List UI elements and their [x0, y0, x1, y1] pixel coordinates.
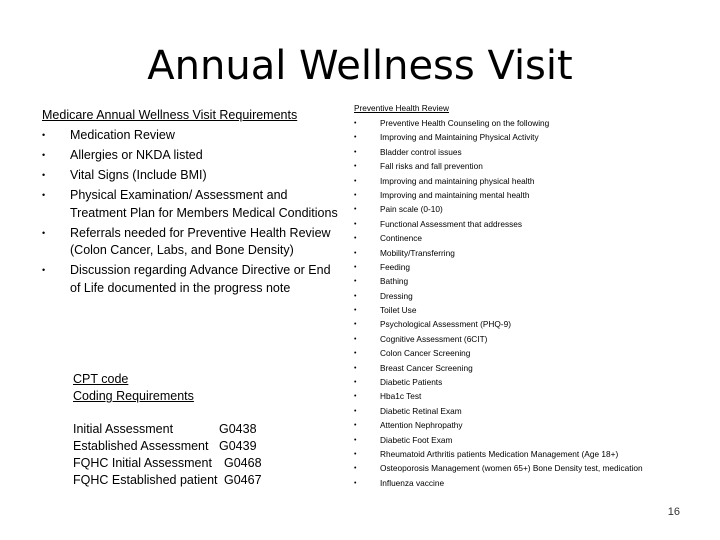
requirement-item [42, 262, 342, 297]
preventive-item [354, 146, 710, 160]
preventive-health-section [354, 102, 710, 491]
code-table [73, 421, 262, 489]
bullet-icon: • [42, 170, 46, 180]
requirements-list [42, 127, 342, 297]
code-name: Initial Assessment [73, 422, 174, 436]
preventive-item [354, 304, 710, 318]
bullet-icon: • [354, 220, 357, 228]
preventive-item-text: Functional Assessment that addresses [380, 218, 523, 229]
preventive-item-text: Osteoporosis Management (women 65+) Bone Density test, medication [380, 463, 643, 474]
code-name: Established Assessment [73, 439, 209, 453]
preventive-item [354, 218, 710, 232]
preventive-item [354, 462, 710, 476]
bullet-icon: • [42, 130, 46, 140]
preventive-item [354, 362, 710, 376]
preventive-item [354, 347, 710, 361]
preventive-item-text: Diabetic Foot Exam [380, 434, 453, 445]
preventive-item-text: Rheumatoid Arthritis patients Medication Management (Age 18+) [380, 448, 619, 459]
preventive-item [354, 290, 710, 304]
bullet-icon: • [354, 235, 357, 243]
preventive-item-text: Psychological Assessment (PHQ-9) [380, 319, 511, 330]
bullet-icon: • [354, 379, 357, 387]
preventive-item-text: Feeding [380, 261, 410, 272]
preventive-item [354, 189, 710, 203]
preventive-item [354, 448, 710, 462]
preventive-item-text: Dressing [380, 290, 413, 301]
preventive-item [354, 275, 710, 289]
bullet-icon: • [354, 278, 357, 286]
bullet-icon: • [354, 465, 357, 473]
preventive-item-text: Improving and Maintaining Physical Activity [380, 132, 539, 143]
preventive-item-text: Cognitive Assessment (6CIT) [380, 333, 488, 344]
code-row [73, 472, 262, 489]
bullet-icon: • [354, 134, 357, 142]
preventive-item [354, 405, 710, 419]
preventive-item-text: Mobility/Transferring [380, 247, 455, 258]
bullet-icon: • [354, 422, 357, 430]
bullet-icon: • [42, 150, 46, 160]
bullet-icon: • [354, 148, 357, 156]
preventive-item-text: Bathing [380, 276, 409, 287]
requirement-item-text: Referrals needed for Preventive Health Review (Colon Cancer, Labs, and Bone Density) [70, 225, 331, 257]
preventive-item-text: Pain scale (0-10) [380, 204, 443, 215]
requirement-item-text: Medication Review [70, 128, 175, 142]
requirement-item [42, 187, 342, 222]
requirement-item [42, 147, 342, 165]
slide-title: Annual Wellness Visit [147, 43, 573, 89]
bullet-icon: • [354, 479, 357, 487]
preventive-item-text: Diabetic Patients [380, 377, 443, 388]
code-row [73, 421, 262, 438]
code-value: G0467 [224, 473, 262, 487]
preventive-item-text: Bladder control issues [380, 146, 462, 157]
cpt-code-label: CPT code [73, 372, 129, 386]
bullet-icon: • [354, 307, 357, 315]
requirement-item-text: Allergies or NKDA listed [70, 148, 203, 162]
preventive-item [354, 175, 710, 189]
code-row [73, 455, 262, 472]
preventive-item-text: Toilet Use [380, 305, 417, 316]
requirement-item [42, 167, 342, 185]
bullet-icon: • [354, 321, 357, 329]
bullet-icon: • [42, 265, 46, 275]
bullet-icon: • [354, 177, 357, 185]
code-row [73, 438, 262, 455]
requirement-item-text: Vital Signs (Include BMI) [70, 168, 207, 182]
requirements-section [42, 106, 342, 300]
cpt-heading-block [73, 371, 194, 405]
preventive-item-text: Continence [380, 233, 422, 244]
preventive-item [354, 131, 710, 145]
preventive-item-text: Hba1c Test [380, 391, 422, 402]
bullet-icon: • [354, 120, 357, 127]
preventive-item-text: Improving and maintaining physical health [380, 175, 535, 186]
code-value: G0438 [219, 422, 257, 436]
bullet-icon: • [42, 190, 46, 200]
bullet-icon: • [354, 249, 357, 257]
bullet-icon: • [354, 292, 357, 300]
bullet-icon: • [354, 263, 357, 271]
bullet-icon: • [354, 407, 357, 415]
bullet-icon: • [354, 450, 357, 458]
preventive-item [354, 376, 710, 390]
preventive-item-text: Breast Cancer Screening [380, 362, 473, 373]
preventive-item [354, 318, 710, 332]
requirements-heading: Medicare Annual Wellness Visit Requirements [42, 108, 298, 122]
preventive-item [354, 247, 710, 261]
preventive-item-text: Influenza vaccine [380, 477, 445, 488]
bullet-icon: • [354, 335, 357, 343]
preventive-item [354, 261, 710, 275]
preventive-item-text: Attention Nephropathy [380, 420, 463, 431]
coding-requirements-label: Coding Requirements [73, 389, 194, 403]
preventive-item [354, 419, 710, 433]
preventive-item [354, 203, 710, 217]
requirement-item [42, 127, 342, 145]
bullet-icon: • [354, 191, 357, 199]
bullet-icon: • [354, 393, 357, 401]
preventive-item-text: Preventive Health Counseling on the following [380, 118, 550, 128]
preventive-item-text: Improving and maintaining mental health [380, 189, 530, 200]
preventive-item-text: Fall risks and fall prevention [380, 161, 483, 172]
preventive-health-list [354, 117, 710, 491]
requirement-item-text: Discussion regarding Advance Directive or End of Life documented in the progress note [70, 263, 331, 295]
preventive-item [354, 160, 710, 174]
bullet-icon: • [354, 436, 357, 444]
preventive-item [354, 434, 710, 448]
bullet-icon: • [354, 206, 357, 214]
requirement-item [42, 225, 342, 260]
page-number: 16 [667, 506, 680, 518]
code-value: G0468 [224, 456, 262, 470]
bullet-icon: • [354, 163, 357, 171]
preventive-item [354, 477, 710, 491]
preventive-item-text: Colon Cancer Screening [380, 348, 471, 359]
code-value: G0439 [219, 439, 257, 453]
bullet-icon: • [354, 350, 357, 358]
preventive-item [354, 390, 710, 404]
code-name: FQHC Established patient [73, 473, 218, 487]
preventive-item-text: Diabetic Retinal Exam [380, 405, 462, 416]
requirement-item-text: Physical Examination/ Assessment and Treatment Plan for Members Medical Conditions [70, 188, 338, 220]
code-name: FQHC Initial Assessment [73, 456, 212, 470]
bullet-icon: • [42, 227, 46, 238]
bullet-icon: • [354, 364, 357, 372]
preventive-item [354, 117, 710, 131]
preventive-item [354, 333, 710, 347]
preventive-item [354, 232, 710, 246]
preventive-health-heading: Preventive Health Review [354, 103, 449, 113]
